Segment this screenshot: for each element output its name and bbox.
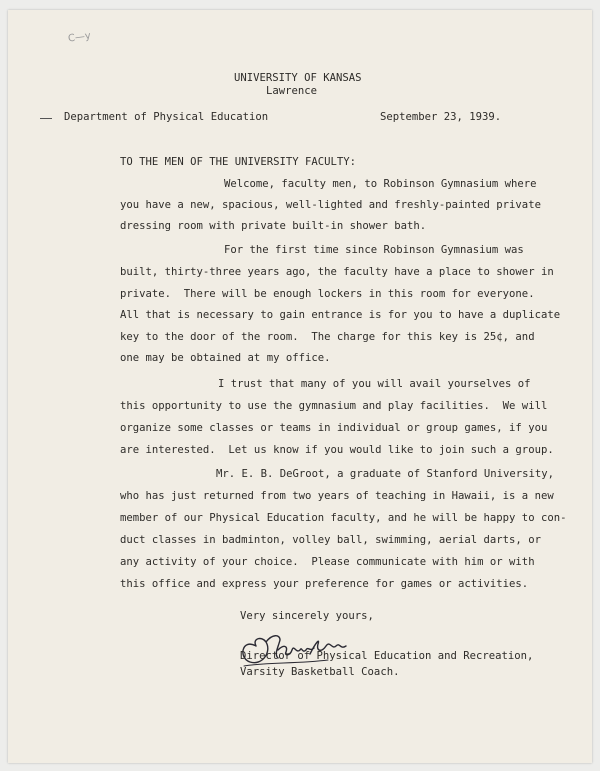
body-line: built, thirty-three years ago, the faculty have a place to shower in xyxy=(120,266,554,278)
signatory-title: Varsity Basketball Coach. xyxy=(240,666,400,678)
body-line: are interested. Let us know if you would like to join such a group. xyxy=(120,444,554,456)
body-line: organize some classes or teams in individual or group games, if you xyxy=(120,422,548,434)
body-line: All that is necessary to gain entrance is for you to have a duplicate xyxy=(120,309,561,321)
body-line: this office and express your preference for games or activities. xyxy=(120,578,529,590)
body-line: Mr. E. B. DeGroot, a graduate of Stanford University, xyxy=(216,468,555,480)
letterhead-institution: UNIVERSITY OF KANSAS xyxy=(234,72,362,84)
pencil-annotation: C—y xyxy=(67,30,92,45)
body-line: member of our Physical Education faculty, and he will be happy to con- xyxy=(120,512,567,524)
body-line: key to the door of the room. The charge for this key is 25¢, and xyxy=(120,331,535,343)
letter-date: September 23, 1939. xyxy=(380,111,502,123)
body-line: any activity of your choice. Please communicate with him or with xyxy=(120,556,535,568)
department-line: Department of Physical Education xyxy=(64,111,269,123)
body-line: who has just returned from two years of teaching in Hawaii, is a new xyxy=(120,490,554,502)
closing: Very sincerely yours, xyxy=(240,610,374,622)
body-line: dressing room with private built-in shower bath. xyxy=(120,220,427,232)
body-line: For the first time since Robinson Gymnasium was xyxy=(224,244,524,256)
body-line: one may be obtained at my office. xyxy=(120,352,331,364)
body-line: private. There will be enough lockers in this room for everyone. xyxy=(120,288,535,300)
body-line: you have a new, spacious, well-lighted and freshly-painted private xyxy=(120,199,541,211)
letterhead-city: Lawrence xyxy=(266,85,318,97)
salutation: TO THE MEN OF THE UNIVERSITY FACULTY: xyxy=(120,156,356,168)
signatory-title: Director of Physical Education and Recreation, xyxy=(240,650,534,662)
body-line: Welcome, faculty men, to Robinson Gymnasium where xyxy=(224,178,537,190)
body-line: this opportunity to use the gymnasium and play facilities. We will xyxy=(120,400,548,412)
body-line: duct classes in badminton, volley ball, swimming, aerial darts, or xyxy=(120,534,541,546)
margin-mark xyxy=(40,118,52,119)
body-line: I trust that many of you will avail yourselves of xyxy=(218,378,531,390)
